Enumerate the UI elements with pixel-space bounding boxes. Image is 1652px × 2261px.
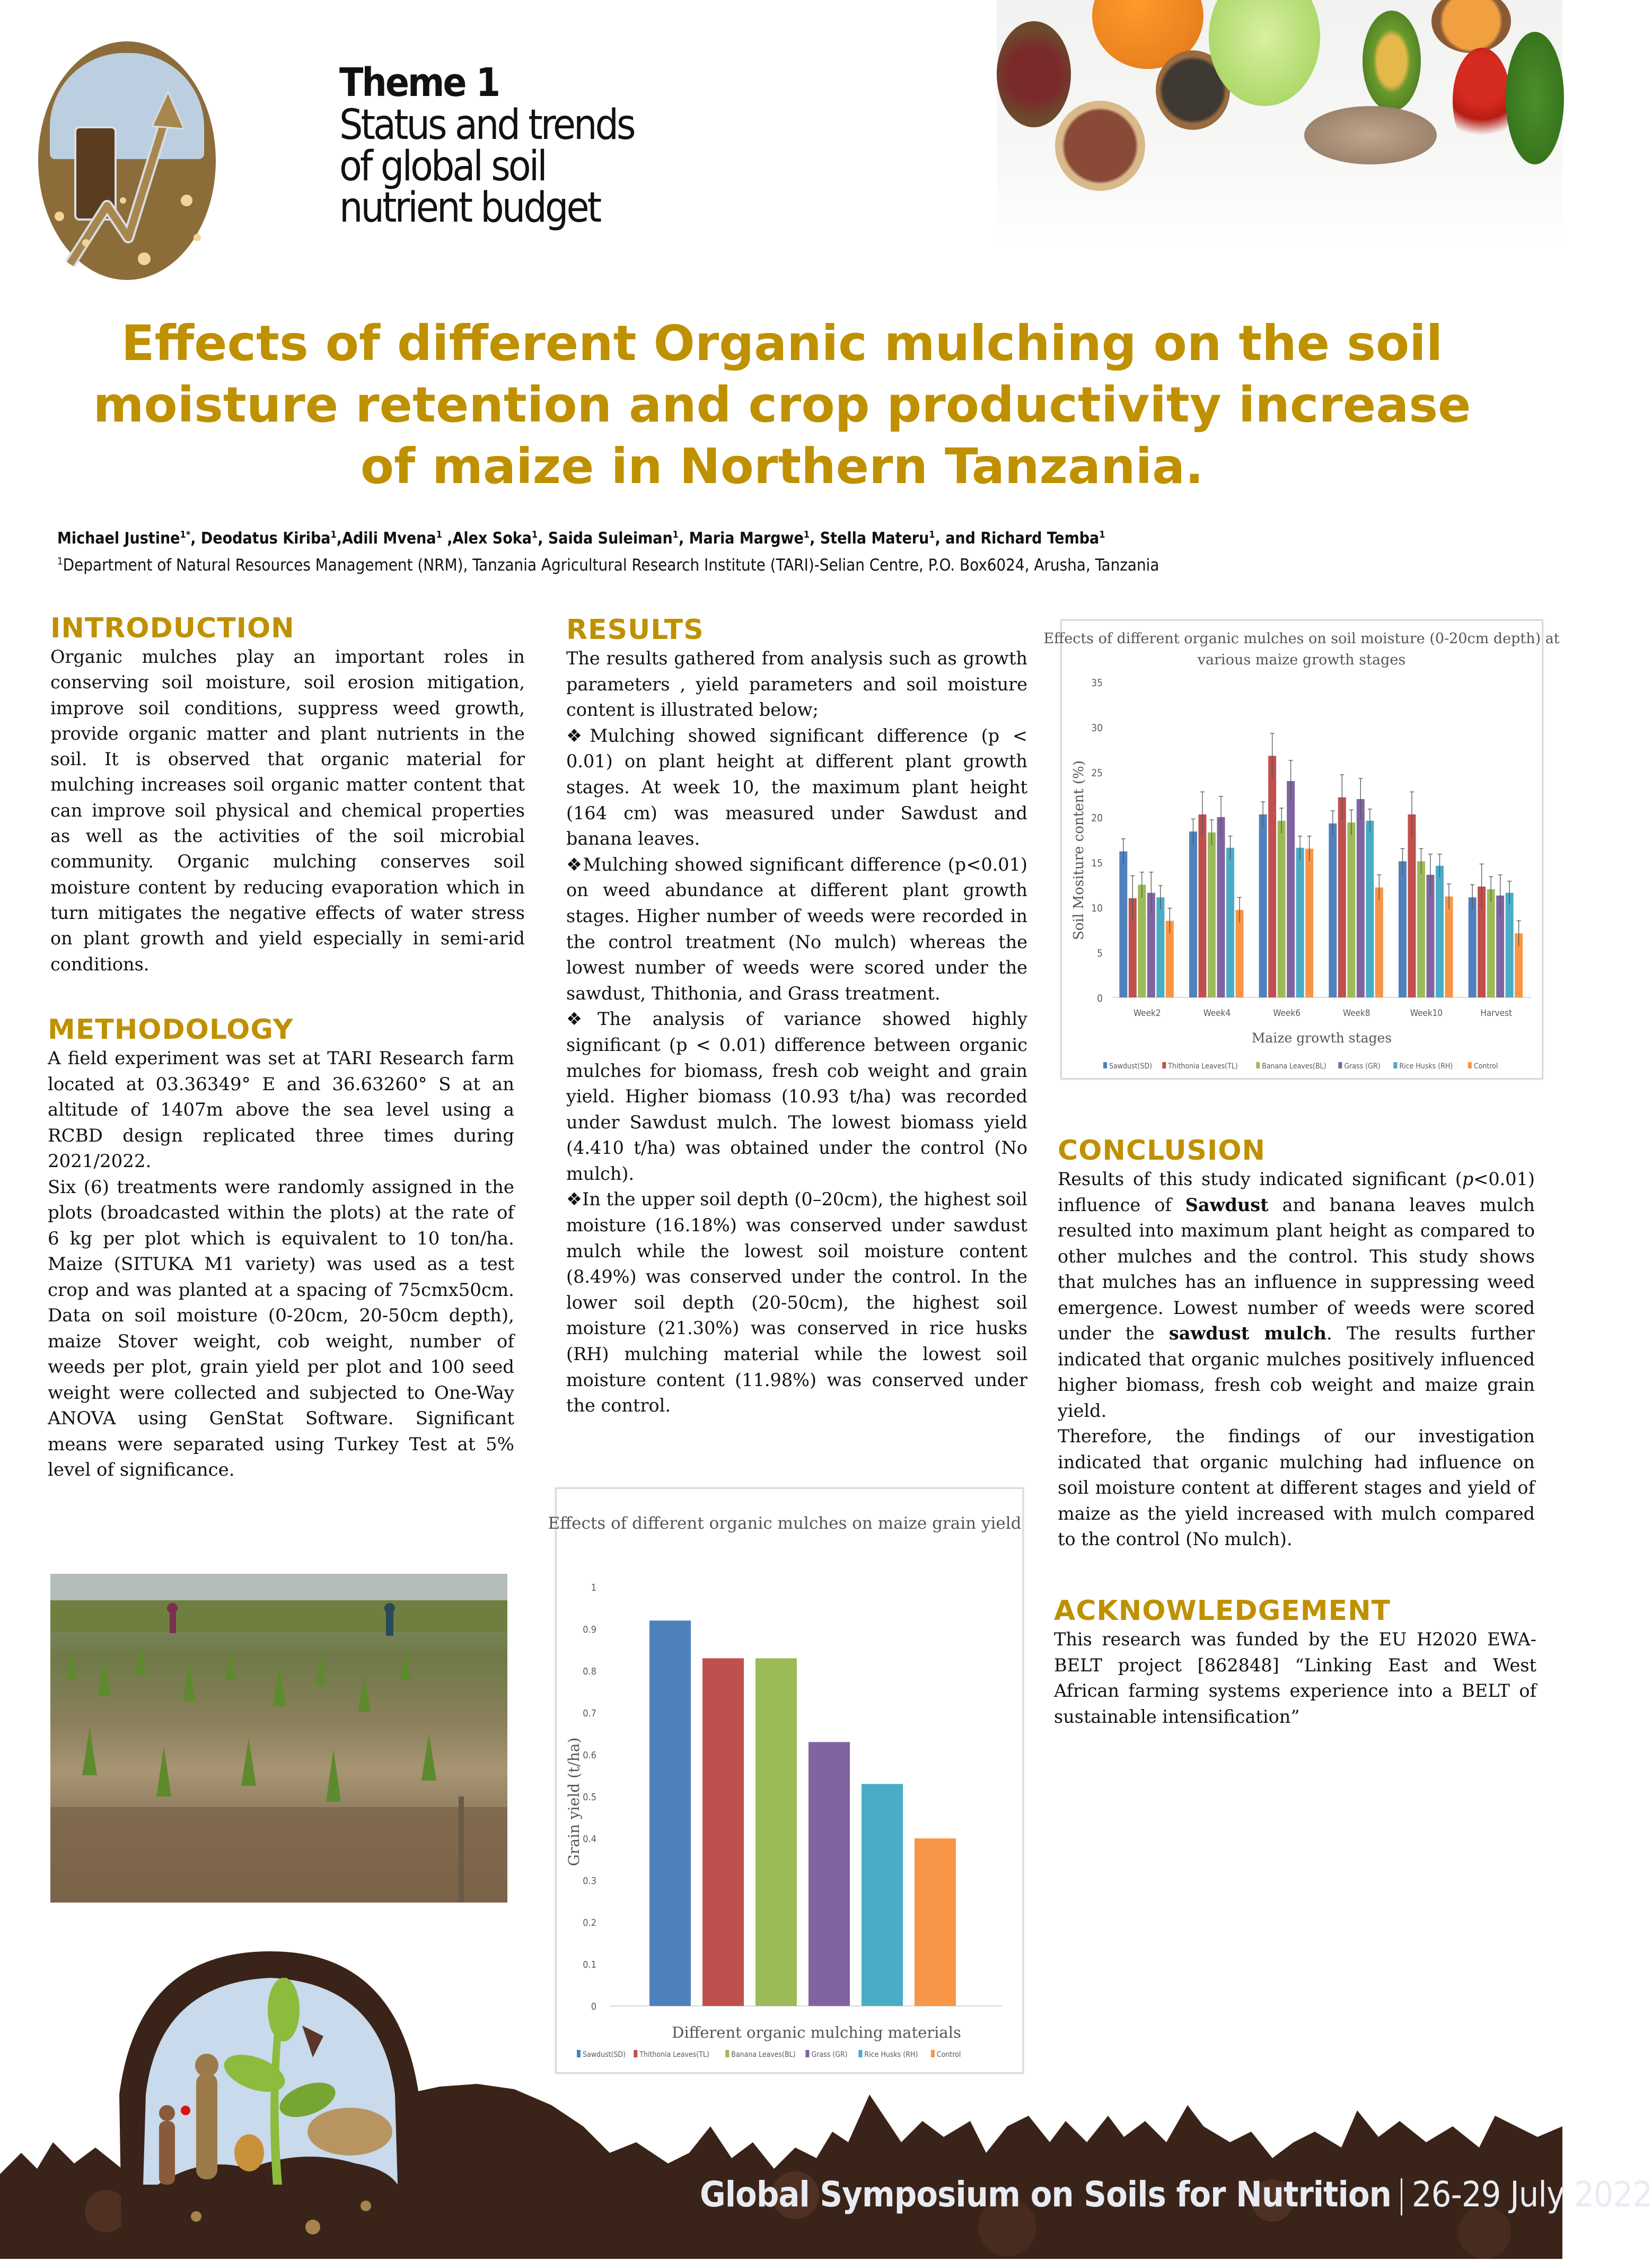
bullet-icon: ❖: [566, 725, 590, 746]
legend-swatch: [634, 2050, 637, 2057]
bar-control-week6: [1305, 849, 1313, 998]
author-name: Alex Soka: [452, 529, 532, 548]
grain-yield-chart-svg: [548, 1489, 1022, 2072]
conclusion-paragraph-2: Therefore, the findings of our investigation indicated that organic mulching had influence on soil moisture content at different stages and yield of maize as the yield increased with mulch compared to the control (No mulch).: [1058, 1426, 1535, 1549]
affiliation: [57, 556, 1159, 575]
split-pea-bowl-image: [1431, 0, 1511, 53]
cow-silhouette: [307, 2108, 392, 2155]
x-tick-label: Week2: [1133, 1008, 1161, 1019]
author-name: Deodatus Kiriba: [200, 529, 331, 548]
y-tick-label: 30: [1091, 722, 1103, 734]
chart-title: various maize growth stages: [1197, 652, 1406, 668]
legend-label: Thithonia Leaves(TL): [639, 2050, 709, 2059]
results-bullet: [566, 1187, 1027, 1418]
soil-dome-graphic: [90, 1920, 451, 2259]
legend-label: Grass (GR): [1344, 1062, 1381, 1071]
results-bullet-text: Mulching showed significant difference (p < 0.01) on plant height at different plant growth stages. At week 10, the maximum plant height (164 cm) was measured under Sawdust and banana leaves.: [566, 725, 1027, 849]
bar-rice-husks-rh--harvest: [1506, 893, 1514, 997]
legend-swatch: [1162, 1062, 1166, 1068]
bar-sawdust-sd--week2: [1119, 852, 1127, 997]
author-affiliation-marker: 1: [672, 529, 679, 540]
legend-label: Control: [936, 2050, 961, 2059]
footer-text: [700, 2174, 1652, 2215]
y-tick-label: 10: [1091, 902, 1103, 914]
author-separator: ,: [190, 529, 201, 548]
bar-rice-husks-rh--week6: [1296, 848, 1304, 997]
poster-title: [32, 313, 1532, 497]
bar-sawdust-sd--week8: [1329, 823, 1337, 997]
legend-swatch: [805, 2050, 809, 2057]
results-bullet: [566, 1006, 1027, 1187]
y-tick-label: 0.3: [583, 1876, 596, 1887]
bar-banana-leaves-bl--week10: [1417, 861, 1425, 997]
results-intro: The results gathered from analysis such as growth parameters , yield parameters and soil moisture content is illustrated below;: [566, 648, 1027, 721]
apple: [181, 2106, 190, 2115]
y-tick-label: 5: [1097, 948, 1103, 959]
bar-grass-gr--week6: [1287, 781, 1295, 997]
author-name: Saida Suleiman: [548, 529, 673, 548]
text-run-bold: Sawdust: [1185, 1194, 1269, 1215]
y-tick-label: 1: [591, 1582, 596, 1593]
legend-label: Control: [1473, 1062, 1498, 1071]
duck-silhouette: [234, 2134, 264, 2171]
bar-sawdust-sd--week10: [1399, 861, 1407, 997]
x-axis-label: Maize growth stages: [1251, 1030, 1392, 1046]
greens-image: [1506, 32, 1564, 164]
legend-label: Rice Husks (RH): [864, 2050, 918, 2059]
grain-yield-chart: [548, 1487, 1024, 2074]
bar-control-week8: [1375, 888, 1383, 997]
title-line: of maize in Northern Tanzania.: [360, 438, 1204, 495]
theme-title: Theme 1: [339, 60, 499, 106]
acknowledgement-heading: ACKNOWLEDGEMENT: [1054, 1595, 1391, 1627]
bar-banana-leaves-bl--week2: [1138, 885, 1146, 998]
bar-banana-leaves-bl--week4: [1208, 832, 1216, 997]
legend-swatch: [858, 2050, 862, 2057]
soil-moisture-chart: [1043, 619, 1560, 1080]
legend-label: Thithonia Leaves(TL): [1168, 1062, 1238, 1071]
bar-sawdust-sd-: [649, 1620, 691, 2006]
results-heading: RESULTS: [566, 614, 704, 646]
bar-thithonia-leaves-tl--week8: [1338, 798, 1346, 997]
bar-grass-gr--week4: [1217, 817, 1225, 997]
affiliation-text: Department of Natural Resources Management (NRM), Tanzania Agricultural Research Institute (TARI)-Selian Centre, P.O. Box6024, Arusha, Tanzania: [63, 556, 1159, 575]
bar-thithonia-leaves-tl--week6: [1268, 756, 1276, 997]
y-tick-label: 20: [1091, 812, 1103, 824]
text-run: . The results further indicated that organic mulches positively influenced higher biomass, fresh cob weight and maize grain yield.: [1058, 1323, 1535, 1421]
x-tick-label: Harvest: [1480, 1008, 1512, 1019]
bar-thithonia-leaves-tl--week4: [1199, 814, 1207, 997]
author-separator: , and: [935, 529, 981, 548]
author-affiliation-marker: 1*: [180, 529, 191, 540]
chart-title: Effects of different organic mulches on soil moisture (0-20cm depth) at: [1043, 630, 1560, 647]
x-tick-label: Week8: [1343, 1008, 1370, 1019]
text-run-bold: sawdust mulch: [1168, 1323, 1326, 1344]
woman-silhouette: [196, 2073, 217, 2179]
author-name: Richard Temba: [980, 529, 1100, 548]
acknowledgement-section: [1054, 1595, 1536, 1730]
theme-subtitle-line: nutrient budget: [339, 184, 600, 232]
conclusion-heading: CONCLUSION: [1058, 1135, 1266, 1167]
legend-label: Rice Husks (RH): [1399, 1062, 1453, 1071]
bar-grass-gr-: [809, 1742, 850, 2006]
introduction-heading: INTRODUCTION: [50, 612, 295, 644]
y-tick-label: 0.1: [583, 1959, 596, 1970]
soil-moisture-chart-svg: [1043, 621, 1560, 1078]
y-tick-label: 0: [591, 2001, 596, 2012]
theme-block: [339, 60, 634, 232]
bar-sawdust-sd--week4: [1189, 831, 1197, 997]
author-affiliation-marker: 1: [803, 529, 810, 540]
y-axis-label: Grain yield (t/ha): [565, 1737, 583, 1866]
avocado-image: [1363, 11, 1421, 111]
introduction-section: [50, 612, 525, 977]
text-run: and banana leaves mulch resulted into maximum plant height as compared to other mulches and the control. This study shows that mulches has an influence in suppressing weed emergence. Lowest number of weeds were scored under the: [1058, 1194, 1535, 1344]
author-name: Michael Justine: [57, 529, 180, 548]
author-affiliation-marker: 1: [929, 529, 935, 540]
chart-title: Effects of different organic mulches on maize grain yield: [548, 1514, 1022, 1533]
results-bullet: [566, 852, 1027, 1007]
y-tick-label: 0.8: [583, 1666, 596, 1677]
author-affiliation-marker: 1: [436, 529, 442, 540]
bar-control: [915, 1838, 956, 2006]
yam-image: [1304, 106, 1437, 164]
bar-grass-gr--week8: [1357, 799, 1365, 997]
author-separator: ,: [810, 529, 820, 548]
legend-swatch: [1256, 1062, 1260, 1068]
y-tick-label: 0.2: [583, 1917, 596, 1929]
legend-swatch: [577, 2050, 581, 2057]
author-affiliation-marker: 1: [330, 529, 337, 540]
legend-swatch: [1468, 1062, 1472, 1068]
food-banner-image: [997, 0, 1562, 249]
y-tick-label: 0.7: [583, 1708, 596, 1719]
bar-banana-leaves-bl-: [755, 1658, 797, 2006]
bar-banana-leaves-bl--week8: [1347, 822, 1355, 997]
beans-bowl-image: [997, 21, 1071, 127]
author-name: Adili Mvena: [342, 529, 436, 548]
methodology-paragraph: A field experiment was set at TARI Research farm located at 03.36349° E and 36.63260° S at an altitude of 1407m above the sea level using a RCBD design replicated three times during 2021/2022.: [48, 1048, 514, 1172]
results-bullet-text: In the upper soil depth (0–20cm), the highest soil moisture (16.18%) was conserved under sawdust mulch while the lowest soil moisture content (8.49%) was conserved under the control. In the lower soil depth (20-50cm), the highest soil moisture (21.30%) was conserved in rice husks (RH) mulching material while the lowest soil moisture content (11.98%) was conserved under the control.: [566, 1189, 1027, 1416]
legend-label: Sawdust(SD): [583, 2050, 626, 2059]
author-separator: ,: [678, 529, 689, 548]
bullet-icon: ❖: [566, 1189, 583, 1210]
bar-rice-husks-rh--week8: [1366, 821, 1374, 997]
title-line: moisture retention and crop productivity increase: [93, 376, 1471, 433]
x-tick-label: Week10: [1410, 1008, 1443, 1019]
text-run: Results of this study indicated significant (: [1058, 1169, 1462, 1189]
legend-swatch: [1393, 1062, 1397, 1068]
bar-thithonia-leaves-tl--week10: [1408, 814, 1416, 997]
field-photo: [50, 1574, 507, 1903]
bar-thithonia-leaves-tl-: [702, 1658, 744, 2006]
theme-subtitle-line: of global soil: [339, 143, 546, 190]
x-tick-label: Week6: [1273, 1008, 1300, 1019]
bar-sawdust-sd--harvest: [1469, 897, 1477, 997]
legend-label: Banana Leaves(BL): [1262, 1062, 1326, 1071]
bar-control-week4: [1236, 910, 1244, 997]
author-list: [57, 529, 1105, 548]
soil-nutrition-illustration: [90, 1920, 451, 2259]
author-name: Maria Margwe: [689, 529, 804, 548]
footer-separator: [1401, 2178, 1402, 2215]
bar-sawdust-sd--week6: [1259, 814, 1267, 997]
bar-banana-leaves-bl--week6: [1278, 821, 1286, 997]
bar-rice-husks-rh--week10: [1436, 866, 1444, 997]
author-separator: ,: [442, 529, 453, 548]
title-line: Effects of different Organic mulching on the soil: [121, 315, 1443, 372]
methodology-heading: METHODOLOGY: [48, 1014, 294, 1046]
y-tick-label: 35: [1091, 677, 1103, 689]
legend-swatch: [1338, 1062, 1342, 1068]
author-affiliation-marker: 1: [1099, 529, 1105, 540]
legend-swatch: [725, 2050, 729, 2057]
theme-subtitle-line: Status and trends: [339, 101, 634, 149]
y-tick-label: 15: [1091, 857, 1103, 869]
bar-rice-husks-rh-: [862, 1784, 903, 2006]
acknowledgement-text: This research was funded by the EU H2020 EWA-BELT project [862848] “Linking East and West African farming systems experience into a BELT of sustainable intensification”: [1054, 1629, 1536, 1727]
legend-label: Sawdust(SD): [1109, 1062, 1153, 1071]
methodology-paragraph: Six (6) treatments were randomly assigned in the plots (broadcasted within the plots) at the rate of 6 kg per plot which is equivalent to 10 ton/ha. Maize (SITUKA M1 variety) was used as a test crop and was planted at a spacing of 75cmx50cm. Data on soil moisture (0-20cm, 20-50cm depth), maize Stover weight, cob weight, number of weeds per plot, grain yield per plot and 100 seed weight were collected and subjected to One-Way ANOVA using GenStat Software. Significant means were separated using Turkey Test at 5% level of significance.: [48, 1176, 514, 1480]
child-silhouette: [159, 2121, 175, 2185]
conclusion-paragraph-1: [1058, 1167, 1535, 1424]
author-name: Stella Materu: [820, 529, 929, 548]
y-axis-label: Soil Mositure content (%): [1071, 760, 1087, 940]
y-tick-label: 0.5: [583, 1792, 596, 1803]
y-tick-label: 0.9: [583, 1624, 596, 1635]
x-tick-label: Week4: [1203, 1008, 1231, 1019]
results-section: [566, 614, 1027, 1419]
field-photo-scene: [50, 1574, 507, 1903]
affiliation-marker: 1: [57, 556, 63, 567]
legend-swatch: [931, 2050, 935, 2057]
text-run: p: [1462, 1169, 1474, 1189]
trend-arrow-icon: [38, 41, 216, 280]
bar-rice-husks-rh--week2: [1156, 897, 1164, 997]
y-tick-label: 0: [1097, 993, 1103, 1004]
author-affiliation-marker: 1: [531, 529, 538, 540]
x-axis-label: Different organic mulching materials: [672, 2023, 961, 2041]
results-bullet-text: The analysis of variance showed highly significant (p < 0.01) difference between organic mulches for biomass, fresh cob weight and grain yield. Higher biomass (10.93 t/ha) was recorded under Sawdust mulch. The lowest biomass yield (4.410 t/ha) was obtained under the control (No mulch).: [566, 1009, 1027, 1184]
results-bullet: [566, 723, 1027, 852]
bullet-icon: ❖: [566, 1009, 598, 1030]
author-separator: ,: [538, 529, 548, 548]
theme-logo: [38, 41, 216, 280]
bullet-icon: ❖: [566, 854, 583, 875]
lentil-bowl-image: [1055, 101, 1145, 191]
y-tick-label: 0.6: [583, 1750, 596, 1761]
introduction-text: Organic mulches play an important roles in conserving soil moisture, soil erosion mitigation, improve soil conditions, suppress weed growth, provide organic matter and plant nutrients in the soil. It is observed that organic material for mulching increases soil organic matter content that can improve soil physical and chemical properties as well as the activities of the soil microbial community. Organic mulching conserves soil moisture content by reducing evaporation which in turn mitigates the negative effects of water stress on plant growth and yield especially in semi-arid conditions.: [50, 646, 525, 975]
conclusion-section: [1058, 1135, 1535, 1553]
footer-dates: 26-29 July 2022: [1411, 2174, 1652, 2215]
bar-banana-leaves-bl--harvest: [1487, 889, 1495, 997]
bar-control-week10: [1445, 897, 1453, 997]
y-tick-label: 0.4: [583, 1834, 596, 1845]
methodology-section: [48, 1014, 514, 1483]
footer-event-name: Global Symposium on Soils for Nutrition: [700, 2174, 1391, 2215]
bar-rice-husks-rh--week4: [1226, 848, 1234, 997]
author-separator: ,: [336, 529, 342, 548]
legend-label: Banana Leaves(BL): [731, 2050, 796, 2059]
text-run: <0.01) influence of: [1058, 1169, 1535, 1215]
legend-label: Grass (GR): [811, 2050, 848, 2059]
tomatoes-image: [1453, 48, 1511, 154]
y-tick-label: 25: [1091, 767, 1103, 779]
results-bullet-text: Mulching showed significant difference (p<0.01) on weed abundance at different plant growth stages. Higher number of weeds were recorded in the control treatment (No mulch) whereas the lowest number of weeds were scored under the sawdust, Thithonia, and Grass treatment.: [566, 854, 1027, 1004]
legend-swatch: [1103, 1062, 1107, 1068]
